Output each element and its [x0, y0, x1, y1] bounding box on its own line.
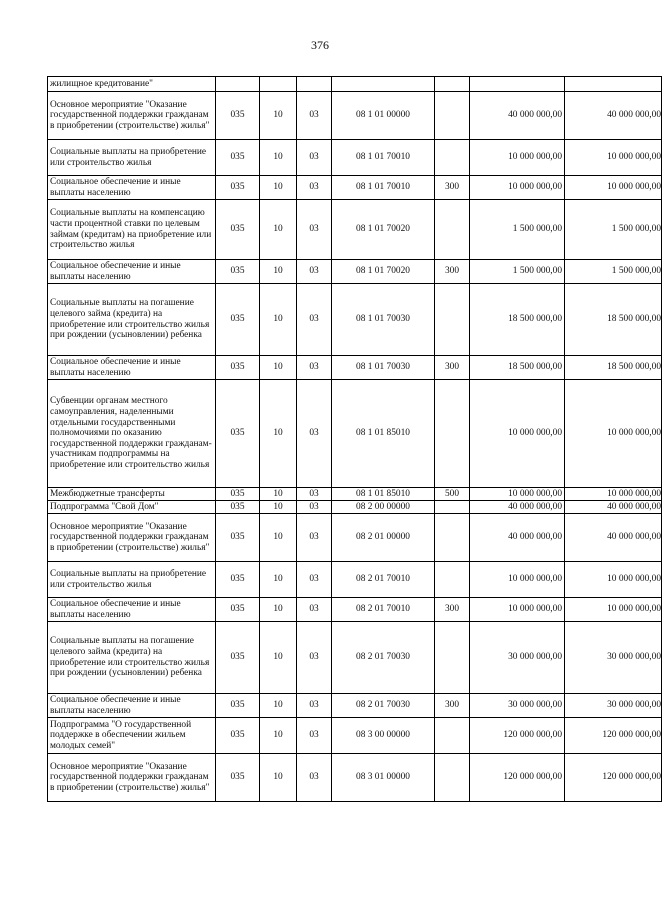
target-article-cell: 08 2 01 70030: [332, 622, 435, 694]
admin-code-cell: 035: [216, 598, 260, 622]
subsection-code-cell: 03: [297, 92, 332, 140]
table-row: [48, 77, 662, 92]
amount-year2-cell: 10 000 000,00: [565, 488, 662, 501]
amount-year2-cell: 40 000 000,00: [565, 514, 662, 562]
row-name-cell: Подпрограмма "Свой Дом": [48, 501, 216, 514]
amount-year2-cell: 18 500 000,00: [565, 356, 662, 380]
admin-code-cell: 035: [216, 92, 260, 140]
table-row: [48, 598, 662, 622]
expense-type-cell: [435, 718, 470, 754]
target-article-cell: 08 1 01 00000: [332, 92, 435, 140]
section-code-cell: 10: [260, 356, 297, 380]
admin-code-cell: 035: [216, 176, 260, 200]
section-code-cell: 10: [260, 176, 297, 200]
target-article-cell: 08 2 01 70010: [332, 562, 435, 598]
amount-year2-cell: 40 000 000,00: [565, 501, 662, 514]
amount-year1-cell: 10 000 000,00: [470, 176, 565, 200]
expense-type-cell: [435, 77, 470, 92]
expense-type-cell: [435, 622, 470, 694]
amount-year2-cell: 1 500 000,00: [565, 200, 662, 260]
section-code-cell: 10: [260, 140, 297, 176]
row-name-cell: Межбюджетные трансферты: [48, 488, 216, 501]
amount-year2-cell: 18 500 000,00: [565, 284, 662, 356]
table-row: [48, 356, 662, 380]
amount-year2-cell: 40 000 000,00: [565, 92, 662, 140]
table-row: [48, 140, 662, 176]
table-row: [48, 488, 662, 501]
subsection-code-cell: 03: [297, 380, 332, 488]
row-name-cell: Социальные выплаты на приобретение или строительство жилья: [48, 140, 216, 176]
section-code-cell: 10: [260, 718, 297, 754]
row-name-cell: Основное мероприятие "Оказание государственной поддержки гражданам в приобретении (строительстве) жилья": [48, 754, 216, 802]
section-code-cell: 10: [260, 514, 297, 562]
target-article-cell: 08 2 00 00000: [332, 501, 435, 514]
subsection-code-cell: 03: [297, 488, 332, 501]
admin-code-cell: 035: [216, 514, 260, 562]
expense-type-cell: [435, 501, 470, 514]
amount-year1-cell: 30 000 000,00: [470, 694, 565, 718]
admin-code-cell: 035: [216, 562, 260, 598]
subsection-code-cell: 03: [297, 356, 332, 380]
admin-code-cell: 035: [216, 754, 260, 802]
target-article-cell: 08 1 01 70020: [332, 260, 435, 284]
table-row: [48, 380, 662, 488]
table-row: [48, 92, 662, 140]
table-row: [48, 501, 662, 514]
admin-code-cell: [216, 77, 260, 92]
section-code-cell: 10: [260, 260, 297, 284]
subsection-code-cell: 03: [297, 501, 332, 514]
section-code-cell: 10: [260, 380, 297, 488]
page-number: 376: [311, 38, 329, 52]
target-article-cell: 08 3 01 00000: [332, 754, 435, 802]
admin-code-cell: 035: [216, 284, 260, 356]
admin-code-cell: 035: [216, 260, 260, 284]
admin-code-cell: 035: [216, 488, 260, 501]
amount-year1-cell: 120 000 000,00: [470, 754, 565, 802]
target-article-cell: 08 2 01 00000: [332, 514, 435, 562]
subsection-code-cell: [297, 77, 332, 92]
table-row: [48, 754, 662, 802]
admin-code-cell: 035: [216, 622, 260, 694]
amount-year2-cell: [565, 77, 662, 92]
section-code-cell: 10: [260, 754, 297, 802]
row-name-cell: Социальные выплаты на погашение целевого займа (кредита) на приобретение или строительство жилья при рождении (усыновлении) ребенка: [48, 284, 216, 356]
table-row: [48, 514, 662, 562]
target-article-cell: 08 1 01 70010: [332, 176, 435, 200]
row-name-cell: Социальное обеспечение и иные выплаты населению: [48, 694, 216, 718]
row-name-cell: Социальное обеспечение и иные выплаты населению: [48, 356, 216, 380]
target-article-cell: 08 1 01 70010: [332, 140, 435, 176]
expense-type-cell: [435, 140, 470, 176]
amount-year1-cell: 1 500 000,00: [470, 260, 565, 284]
table-row: [48, 694, 662, 718]
amount-year1-cell: 40 000 000,00: [470, 501, 565, 514]
amount-year1-cell: 10 000 000,00: [470, 562, 565, 598]
expense-type-cell: [435, 284, 470, 356]
target-article-cell: 08 1 01 85010: [332, 380, 435, 488]
row-name-cell: Социальные выплаты на компенсацию части процентной ставки по целевым займам (кредитам) на приобретение или строительство жилья: [48, 200, 216, 260]
budget-table: [47, 76, 662, 802]
amount-year2-cell: 1 500 000,00: [565, 260, 662, 284]
row-name-cell: Социальные выплаты на приобретение или строительство жилья: [48, 562, 216, 598]
table-row: [48, 260, 662, 284]
subsection-code-cell: 03: [297, 622, 332, 694]
table-row: [48, 562, 662, 598]
target-article-cell: 08 1 01 70030: [332, 284, 435, 356]
expense-type-cell: 300: [435, 598, 470, 622]
subsection-code-cell: 03: [297, 598, 332, 622]
row-name-cell: Социальное обеспечение и иные выплаты населению: [48, 176, 216, 200]
row-name-cell: жилищное кредитование": [48, 77, 216, 92]
expense-type-cell: 300: [435, 176, 470, 200]
amount-year1-cell: [470, 77, 565, 92]
amount-year1-cell: 10 000 000,00: [470, 488, 565, 501]
row-name-cell: Субвенции органам местного самоуправления, наделенными отдельными государственными полномочиями по оказанию государственной поддержки гражданам-участникам подпрограммы на приобретение или строительство жилья: [48, 380, 216, 488]
section-code-cell: 10: [260, 200, 297, 260]
expense-type-cell: 300: [435, 694, 470, 718]
section-code-cell: 10: [260, 488, 297, 501]
admin-code-cell: 035: [216, 501, 260, 514]
amount-year1-cell: 30 000 000,00: [470, 622, 565, 694]
amount-year2-cell: 10 000 000,00: [565, 562, 662, 598]
table-row: [48, 200, 662, 260]
subsection-code-cell: 03: [297, 260, 332, 284]
expense-type-cell: 500: [435, 488, 470, 501]
amount-year2-cell: 10 000 000,00: [565, 380, 662, 488]
amount-year2-cell: 120 000 000,00: [565, 754, 662, 802]
target-article-cell: 08 2 01 70010: [332, 598, 435, 622]
amount-year1-cell: 18 500 000,00: [470, 284, 565, 356]
expense-type-cell: 300: [435, 356, 470, 380]
amount-year1-cell: 1 500 000,00: [470, 200, 565, 260]
target-article-cell: 08 1 01 70020: [332, 200, 435, 260]
target-article-cell: 08 2 01 70030: [332, 694, 435, 718]
subsection-code-cell: 03: [297, 284, 332, 356]
target-article-cell: [332, 77, 435, 92]
section-code-cell: 10: [260, 598, 297, 622]
expense-type-cell: [435, 200, 470, 260]
subsection-code-cell: 03: [297, 754, 332, 802]
amount-year1-cell: 10 000 000,00: [470, 380, 565, 488]
expense-type-cell: [435, 92, 470, 140]
table-row: [48, 622, 662, 694]
expense-type-cell: [435, 754, 470, 802]
target-article-cell: 08 3 00 00000: [332, 718, 435, 754]
subsection-code-cell: 03: [297, 176, 332, 200]
admin-code-cell: 035: [216, 694, 260, 718]
expense-type-cell: 300: [435, 260, 470, 284]
target-article-cell: 08 1 01 85010: [332, 488, 435, 501]
section-code-cell: [260, 77, 297, 92]
expense-type-cell: [435, 562, 470, 598]
subsection-code-cell: 03: [297, 200, 332, 260]
amount-year2-cell: 10 000 000,00: [565, 176, 662, 200]
budget-table-body: [48, 77, 662, 802]
section-code-cell: 10: [260, 284, 297, 356]
row-name-cell: Подпрограмма "О государственной поддержке в обеспечении жильем молодых семей": [48, 718, 216, 754]
row-name-cell: Социальное обеспечение и иные выплаты населению: [48, 260, 216, 284]
row-name-cell: Социальные выплаты на погашение целевого займа (кредита) на приобретение или строительство жилья при рождении (усыновлении) ребенка: [48, 622, 216, 694]
target-article-cell: 08 1 01 70030: [332, 356, 435, 380]
section-code-cell: 10: [260, 501, 297, 514]
amount-year1-cell: 40 000 000,00: [470, 92, 565, 140]
admin-code-cell: 035: [216, 200, 260, 260]
amount-year2-cell: 10 000 000,00: [565, 598, 662, 622]
admin-code-cell: 035: [216, 380, 260, 488]
expense-type-cell: [435, 514, 470, 562]
table-row: [48, 718, 662, 754]
section-code-cell: 10: [260, 92, 297, 140]
section-code-cell: 10: [260, 562, 297, 598]
admin-code-cell: 035: [216, 718, 260, 754]
subsection-code-cell: 03: [297, 718, 332, 754]
amount-year2-cell: 10 000 000,00: [565, 140, 662, 176]
section-code-cell: 10: [260, 694, 297, 718]
admin-code-cell: 035: [216, 356, 260, 380]
amount-year2-cell: 30 000 000,00: [565, 694, 662, 718]
table-row: [48, 284, 662, 356]
amount-year2-cell: 120 000 000,00: [565, 718, 662, 754]
subsection-code-cell: 03: [297, 562, 332, 598]
section-code-cell: 10: [260, 622, 297, 694]
amount-year1-cell: 18 500 000,00: [470, 356, 565, 380]
admin-code-cell: 035: [216, 140, 260, 176]
amount-year2-cell: 30 000 000,00: [565, 622, 662, 694]
amount-year1-cell: 40 000 000,00: [470, 514, 565, 562]
expense-type-cell: [435, 380, 470, 488]
amount-year1-cell: 10 000 000,00: [470, 598, 565, 622]
table-row: [48, 176, 662, 200]
row-name-cell: Социальное обеспечение и иные выплаты населению: [48, 598, 216, 622]
amount-year1-cell: 10 000 000,00: [470, 140, 565, 176]
row-name-cell: Основное мероприятие "Оказание государственной поддержки гражданам в приобретении (строительстве) жилья": [48, 514, 216, 562]
row-name-cell: Основное мероприятие "Оказание государственной поддержки гражданам в приобретении (строительстве) жилья": [48, 92, 216, 140]
subsection-code-cell: 03: [297, 514, 332, 562]
subsection-code-cell: 03: [297, 694, 332, 718]
subsection-code-cell: 03: [297, 140, 332, 176]
amount-year1-cell: 120 000 000,00: [470, 718, 565, 754]
